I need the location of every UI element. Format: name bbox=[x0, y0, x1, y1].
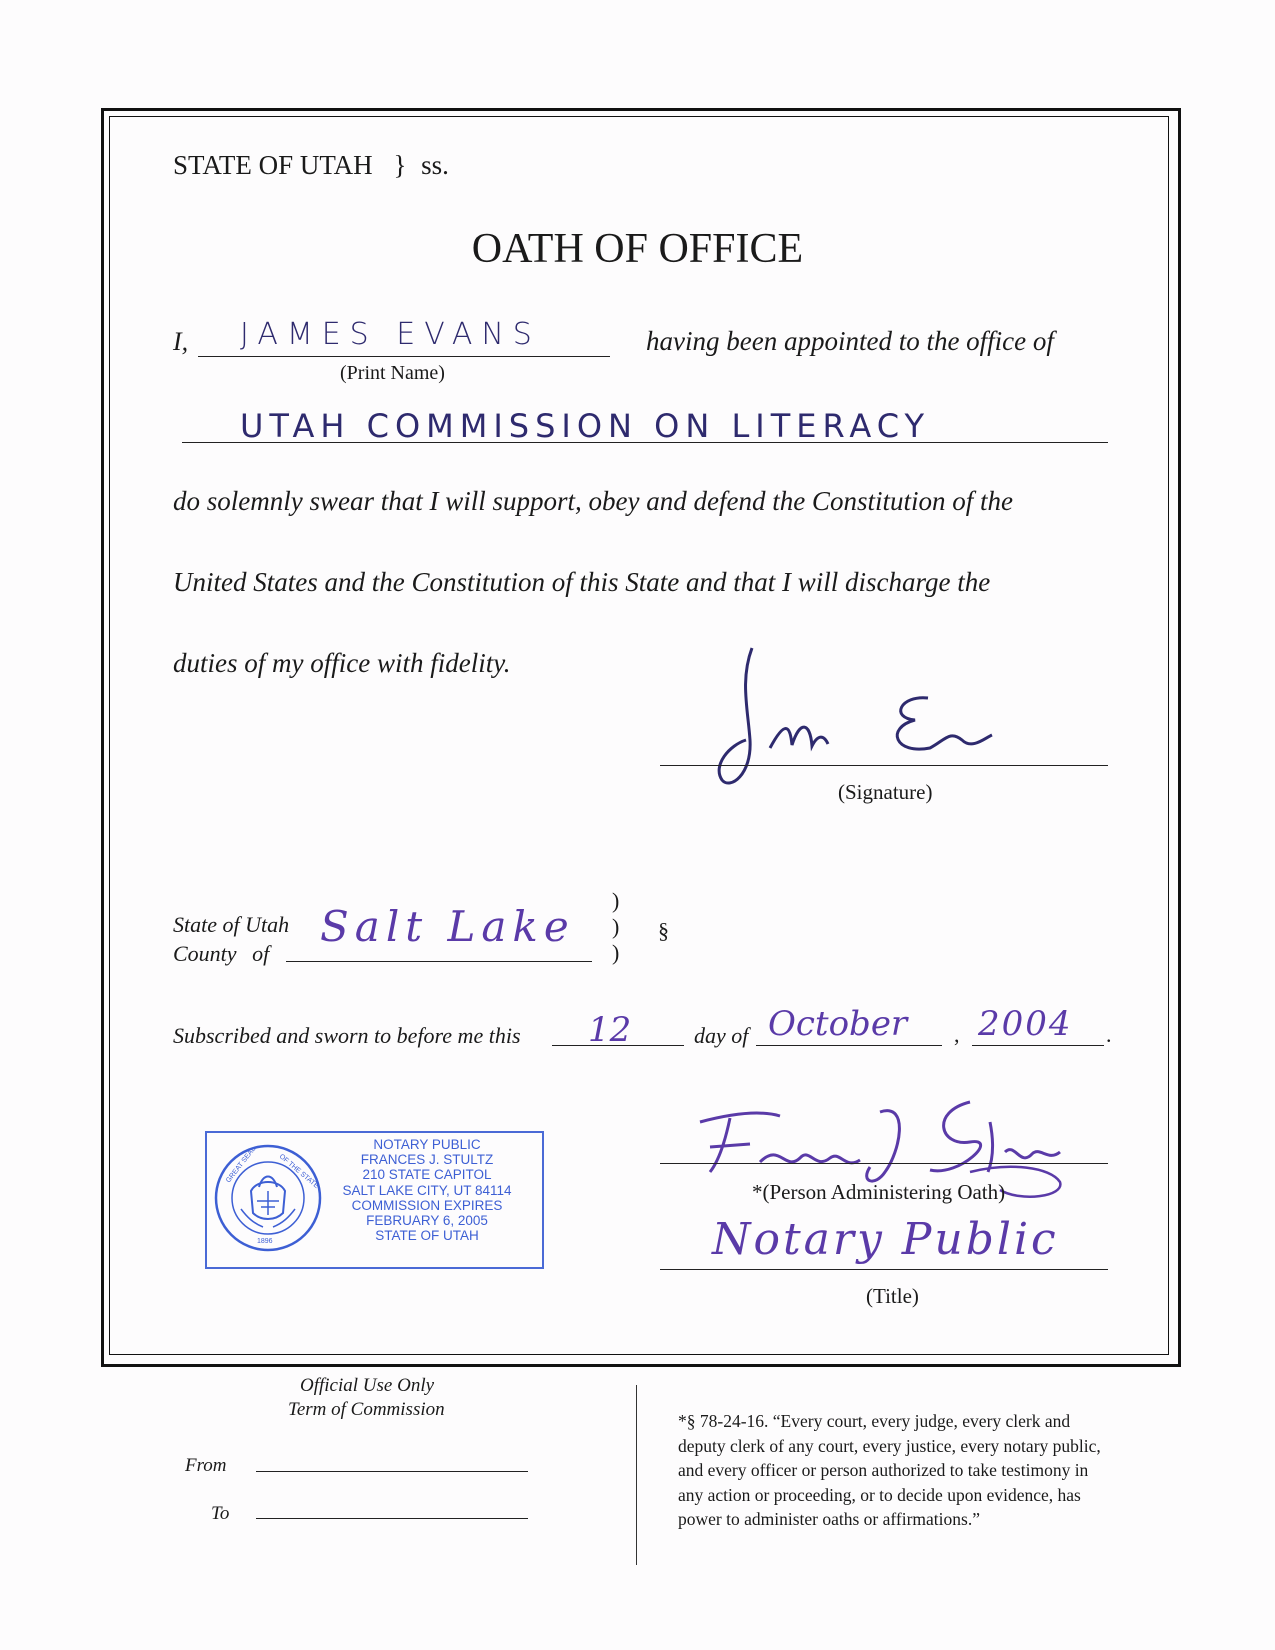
stamp-line: COMMISSION EXPIRES bbox=[351, 1197, 503, 1213]
county-value: Salt Lake bbox=[320, 902, 575, 951]
county-label bbox=[173, 941, 269, 967]
footer-divider bbox=[636, 1385, 637, 1565]
paren-1: ) bbox=[612, 888, 620, 913]
svg-text:GREAT SEAL: GREAT SEAL bbox=[225, 1145, 258, 1185]
i-label: I, bbox=[173, 327, 189, 356]
statute-line: power to administer oaths or affirmations.” bbox=[678, 1509, 980, 1529]
signature-caption: (Signature) bbox=[838, 780, 933, 804]
oath-text-line-2: United States and the Constitution of this State and that I will discharge the bbox=[173, 567, 991, 597]
office-line bbox=[182, 442, 1108, 443]
month-value: October bbox=[768, 1004, 908, 1044]
state-label: STATE OF UTAH bbox=[173, 150, 373, 180]
county-line bbox=[286, 961, 592, 962]
print-name-caption: (Print Name) bbox=[340, 362, 445, 384]
oath-signature bbox=[700, 640, 1030, 800]
year-line bbox=[972, 1045, 1104, 1046]
oath-text-line-3: duties of my office with fidelity. bbox=[173, 648, 511, 678]
brace: } bbox=[393, 150, 407, 180]
document-title: OATH OF OFFICE bbox=[471, 226, 804, 272]
stamp-line: 210 STATE CAPITOL bbox=[362, 1167, 492, 1183]
print-name-value: JAMES EVANS bbox=[240, 317, 541, 352]
svg-text:OF THE STATE: OF THE STATE bbox=[277, 1153, 320, 1191]
statute-line: deputy clerk of any court, every justice, every notary public, bbox=[678, 1435, 1101, 1456]
paren-2: ) bbox=[612, 914, 620, 939]
day-line bbox=[552, 1045, 684, 1046]
statute-note bbox=[678, 1409, 1101, 1532]
paren-3: ) bbox=[612, 940, 620, 965]
stamp-text-block bbox=[321, 1137, 533, 1243]
stamp-line: SALT LAKE CITY, UT 84114 bbox=[342, 1182, 512, 1198]
year-value: 2004 bbox=[978, 1004, 1073, 1044]
statute-line: any action or proceeding, or to decide upon evidence, has bbox=[678, 1484, 1081, 1505]
title-value: Notary Public bbox=[712, 1214, 1059, 1265]
day-value: 12 bbox=[588, 1010, 632, 1050]
month-line bbox=[756, 1045, 942, 1046]
oath-text-line-1: do solemnly swear that I will support, obey and defend the Constitution of the bbox=[173, 486, 1013, 516]
great-seal-icon bbox=[213, 1143, 323, 1253]
notary-stamp bbox=[205, 1131, 544, 1269]
title-caption: (Title) bbox=[866, 1284, 919, 1308]
official-use-heading: Official Use Only bbox=[300, 1375, 435, 1396]
stamp-line: FEBRUARY 6, 2005 bbox=[366, 1213, 488, 1229]
administering-line bbox=[660, 1163, 1108, 1164]
of-word: of bbox=[252, 941, 270, 966]
signature-line bbox=[660, 765, 1108, 766]
print-name-line bbox=[198, 356, 610, 357]
appointed-text: having been appointed to the office of bbox=[646, 326, 1054, 356]
county-word: County bbox=[173, 941, 237, 966]
day-of-text: day of bbox=[694, 1023, 749, 1048]
statute-line: *§ 78-24-16. “Every court, every judge, every clerk and bbox=[678, 1411, 1071, 1431]
administering-caption: *(Person Administering Oath) bbox=[752, 1180, 1006, 1204]
title-line bbox=[660, 1269, 1108, 1270]
term-heading: Term of Commission bbox=[288, 1399, 445, 1420]
stamp-line: STATE OF UTAH bbox=[375, 1228, 479, 1244]
statute-line: and every officer or person authorized to take testimony in bbox=[678, 1460, 1089, 1480]
stamp-line: FRANCES J. STULTZ bbox=[360, 1152, 494, 1168]
svg-text:1896: 1896 bbox=[257, 1238, 273, 1245]
state-of-utah-label: State of Utah bbox=[173, 912, 290, 937]
stamp-line: NOTARY PUBLIC bbox=[373, 1137, 481, 1152]
ss-label: ss. bbox=[421, 150, 449, 180]
from-line bbox=[256, 1471, 528, 1472]
to-label: To bbox=[211, 1503, 230, 1524]
section-symbol: § bbox=[658, 918, 669, 943]
to-line bbox=[256, 1518, 528, 1519]
subscribed-text: Subscribed and sworn to before me this bbox=[173, 1023, 521, 1048]
office-value: UTAH COMMISSION ON LITERACY bbox=[240, 407, 931, 445]
from-label: From bbox=[185, 1455, 227, 1476]
date-comma: , bbox=[954, 1022, 960, 1047]
state-heading bbox=[173, 150, 449, 181]
date-period: . bbox=[1106, 1022, 1112, 1047]
